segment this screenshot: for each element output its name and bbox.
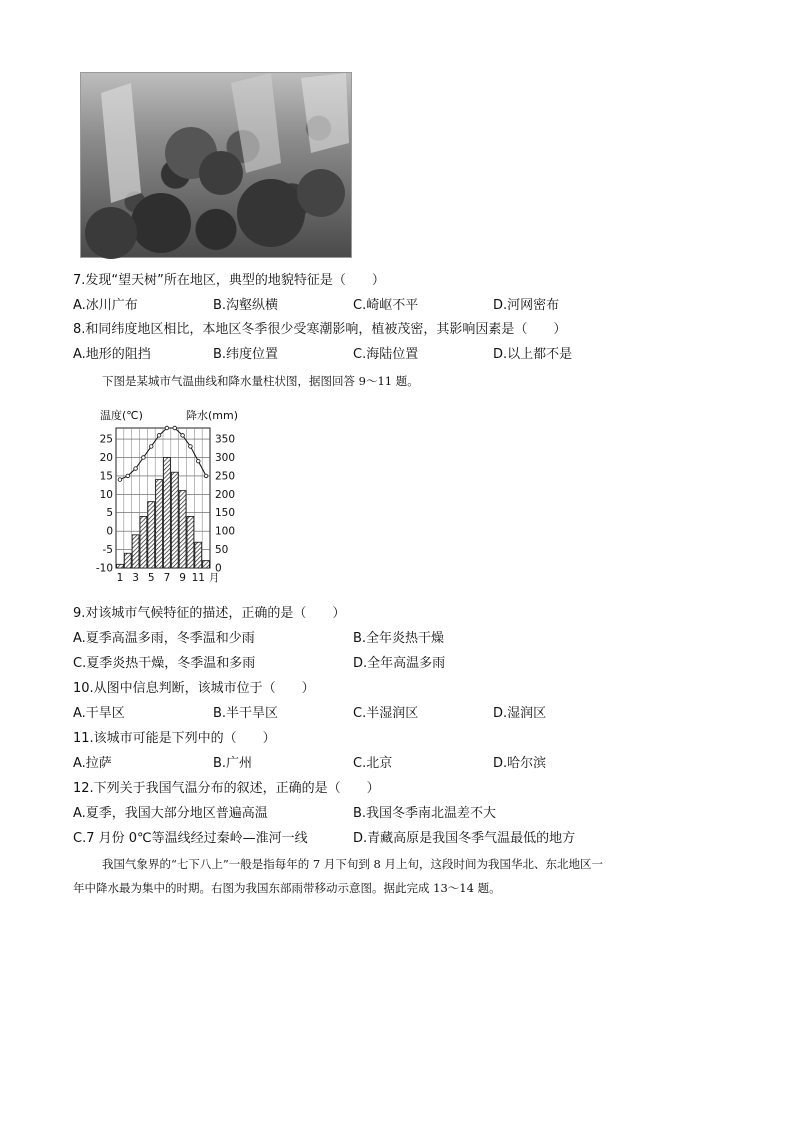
precipitation-bar [124, 553, 131, 568]
temperature-tick-label: 0 [106, 525, 113, 538]
temperature-tick-label: 5 [106, 507, 113, 520]
month-tick-label: 5 [147, 572, 155, 584]
precipitation-bar [179, 491, 186, 568]
temperature-point [134, 467, 138, 471]
temperature-point [149, 445, 153, 449]
precipitation-tick-label: 0 [215, 562, 222, 575]
q11-option-d: D.哈尔滨 [493, 756, 547, 771]
q9-option-b: B.全年炎热干燥 [353, 631, 445, 646]
question-8-stem: 8.和同纬度地区相比，本地区冬季很少受寒潮影响，植被茂密，其影响因素是（ ） [73, 322, 567, 337]
month-tick-label: 1 [116, 572, 124, 584]
precipitation-bar [195, 542, 202, 568]
q8-option-b: B.纬度位置 [213, 347, 279, 362]
temperature-point [204, 474, 208, 478]
q7-option-a: A.冰川广布 [73, 298, 138, 313]
temperature-point [173, 426, 177, 430]
precipitation-axis-title: 降水(mm) [186, 409, 239, 422]
q12-option-a: A.夏季，我国大部分地区普遍高温 [73, 806, 268, 821]
q7-option-c: C.崎岖不平 [353, 298, 419, 313]
precipitation-tick-label: 100 [215, 525, 236, 538]
temperature-point [165, 426, 169, 430]
question-7-stem: 7.发现“望天树”所在地区，典型的地貌特征是（ ） [73, 273, 385, 288]
temperature-point [196, 459, 200, 463]
temperature-tick-label: 20 [99, 451, 113, 464]
temperature-point [118, 478, 122, 482]
q12-option-b: B.我国冬季南北温差不大 [353, 806, 497, 821]
q9-option-d: D.全年高温多雨 [353, 656, 446, 671]
precipitation-bar [148, 502, 155, 568]
month-unit-label: 月 [208, 572, 220, 584]
question-12-stem: 12.下列关于我国气温分布的叙述，正确的是（ ） [73, 781, 380, 796]
temperature-tick-label: 10 [99, 488, 113, 501]
intro-13-14-line2: 年中降水最为集中的时期。右图为我国东部雨带移动示意图。据此完成 13～14 题。 [73, 881, 501, 895]
temperature-tick-label: -10 [95, 562, 113, 575]
q12-option-d: D.青藏高原是我国冬季气温最低的地方 [353, 831, 576, 846]
q7-option-b: B.沟壑纵横 [213, 298, 279, 313]
temperature-tick-label: -5 [102, 544, 113, 557]
precipitation-tick-label: 50 [215, 544, 229, 557]
precipitation-bar [140, 516, 147, 568]
question-9-stem: 9.对该城市气候特征的描述，正确的是（ ） [73, 606, 346, 621]
q8-option-c: C.海陆位置 [353, 347, 419, 362]
precipitation-bar [171, 472, 178, 568]
precipitation-tick-label: 250 [215, 470, 236, 483]
temperature-axis-title: 温度(℃) [100, 409, 143, 422]
q10-option-d: D.湿润区 [493, 706, 547, 721]
forest-photo-drawing [81, 73, 351, 257]
precipitation-bar [117, 564, 124, 568]
temperature-point [142, 456, 146, 460]
temperature-point [181, 434, 185, 438]
q10-option-c: C.半湿润区 [353, 706, 419, 721]
question-11-stem: 11.该城市可能是下列中的（ ） [73, 731, 276, 746]
q11-option-b: B.广州 [213, 756, 253, 771]
forest-photo [80, 72, 352, 258]
precipitation-tick-label: 350 [215, 433, 236, 446]
precipitation-tick-label: 300 [215, 451, 236, 464]
q9-option-a: A.夏季高温多雨，冬季温和少雨 [73, 631, 255, 646]
q8-option-a: A.地形的阻挡 [73, 347, 151, 362]
month-tick-label: 11 [191, 572, 205, 584]
precipitation-bar [203, 561, 210, 568]
intro-13-14-line1: 我国气象界的“七下八上”一般是指每年的 7 月下旬到 8 月上旬，这段时间为我国华北、东北地区一 [102, 857, 604, 871]
month-tick-label: 9 [179, 572, 186, 584]
temperature-tick-label: 25 [99, 433, 113, 446]
precipitation-bar [132, 535, 139, 568]
q9-option-c: C.夏季炎热干燥，冬季温和多雨 [73, 656, 256, 671]
precipitation-bar [156, 480, 163, 568]
month-tick-label: 7 [163, 572, 171, 584]
intro-9-11: 下图是某城市气温曲线和降水量柱状图，据图回答 9～11 题。 [102, 374, 419, 388]
q11-option-a: A.拉萨 [73, 756, 112, 771]
q11-option-c: C.北京 [353, 756, 393, 771]
precipitation-bar [187, 516, 194, 568]
question-10-stem: 10.从图中信息判断，该城市位于（ ） [73, 681, 315, 696]
temperature-tick-label: 15 [99, 470, 113, 483]
temperature-point [126, 474, 130, 478]
climate-chart [95, 402, 250, 592]
q12-option-c: C.7 月份 0℃等温线经过秦岭—淮河一线 [73, 831, 308, 846]
climate-chart-svg [95, 402, 250, 592]
month-tick-label: 3 [132, 572, 139, 584]
precipitation-tick-label: 150 [215, 507, 236, 520]
temperature-point [189, 445, 193, 449]
q10-option-a: A.干旱区 [73, 706, 125, 721]
q7-option-d: D.河网密布 [493, 298, 560, 313]
q10-option-b: B.半干旱区 [213, 706, 279, 721]
q8-option-d: D.以上都不是 [493, 347, 573, 362]
temperature-point [157, 434, 161, 438]
precipitation-bar [164, 457, 171, 568]
precipitation-tick-label: 200 [215, 488, 236, 501]
